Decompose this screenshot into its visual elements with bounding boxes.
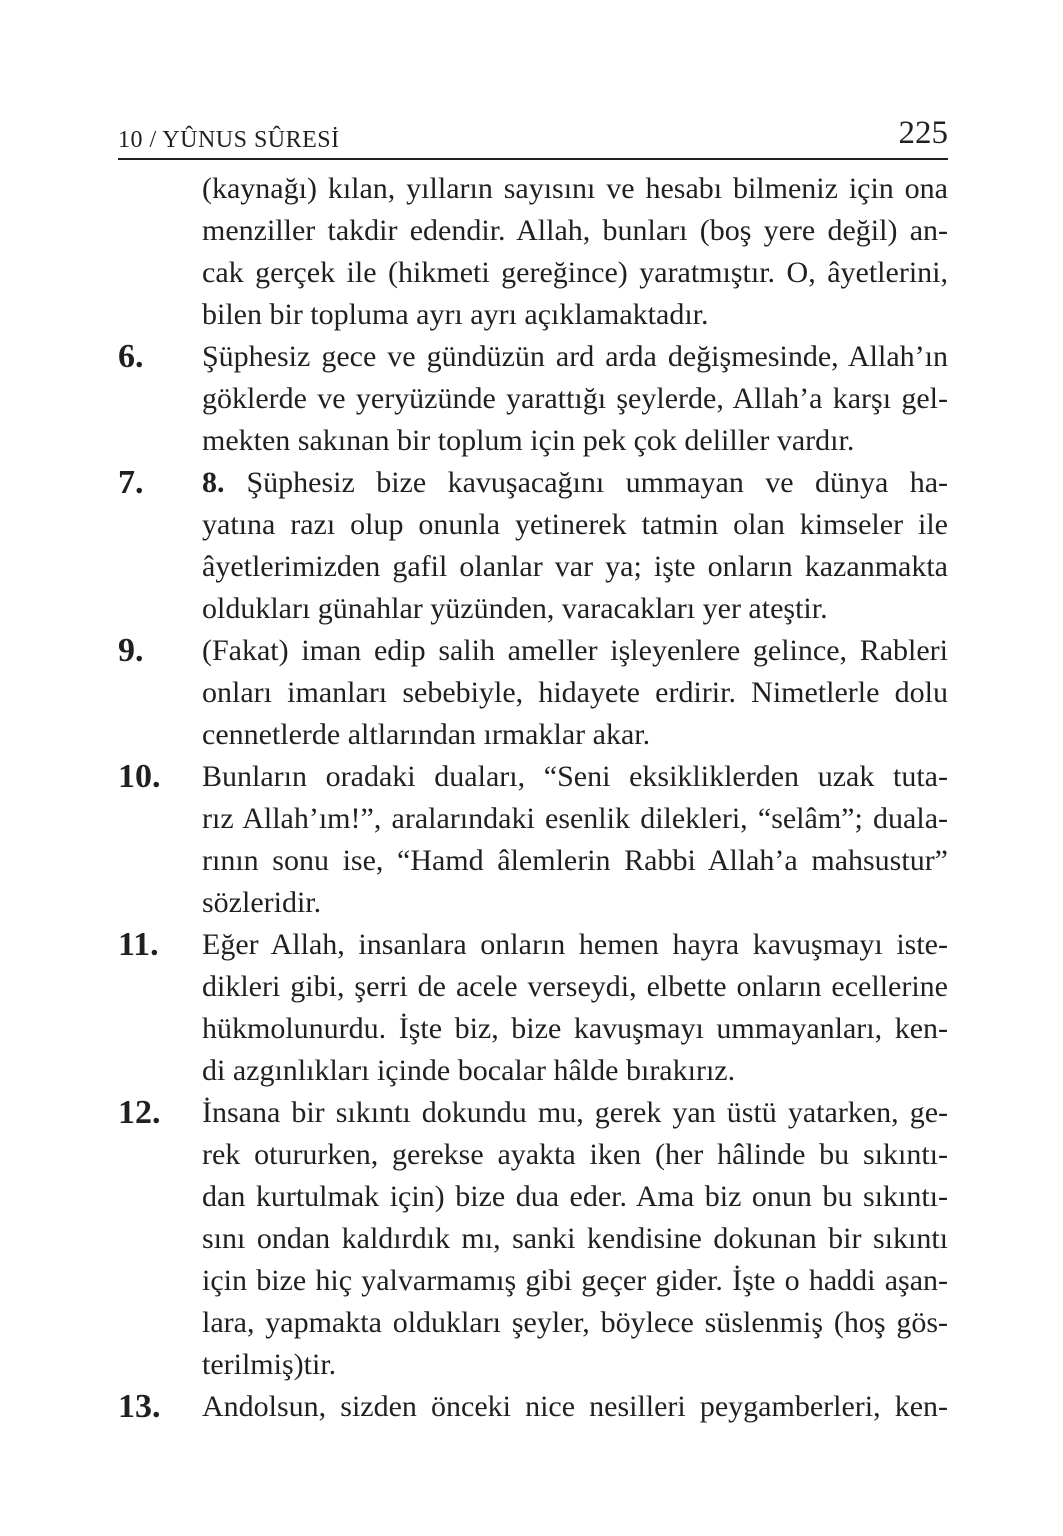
text-line: (kaynağı) kılan, yılların sayısını ve hesabı bilmeniz için ona [202,172,948,205]
text-line: Bunların oradaki duaları, “Seni eksikliklerden uzak tuta- [202,760,948,793]
running-head: 10 / YÛNUS SÛRESİ [118,127,340,153]
text-line: dan kurtulmak için) bize dua eder. Ama biz onun bu sıkıntı- [202,1180,948,1213]
text-line: yatına razı olup onunla yetinerek tatmin olan kimseler ile [202,508,948,541]
verse-text [202,1386,948,1428]
text-line: İnsana bir sıkıntı dokundu mu, gerek yan üstü yatarken, ge- [202,1096,948,1129]
text-line: rız Allah’ım!”, aralarındaki esenlik dilekleri, “selâm”; duala- [202,802,948,835]
verse-6 [118,336,948,462]
verse-number: 10. [118,758,161,795]
text-line: terilmiş)tir. [202,1348,337,1381]
verse-text [202,1092,948,1386]
text-line: lara, yapmakta oldukları şeyler, böylece süslenmiş (hoş gös- [202,1306,948,1339]
verse-number: 11. [118,926,159,963]
text-line: rek otururken, gerekse ayakta iken (her hâlinde bu sıkıntı- [202,1138,948,1171]
verse-continuation [118,168,948,336]
text-line: sını ondan kaldırdık mı, sanki kendisine dokunan bir sıkıntı [202,1222,948,1255]
verse-13 [118,1386,948,1428]
text-line: rının sonu ise, “Hamd âlemlerin Rabbi Allah’a mahsustur” [202,844,948,877]
verse-text [202,462,948,630]
verse-number: 7. [118,464,144,501]
text-line: sözleridir. [202,886,322,919]
inline-verse-number: 8. [202,466,225,499]
text-segment: Şüphesiz bize kavuşacağını ummayan ve dünya ha- [246,466,948,499]
text-line: Eğer Allah, insanlara onların hemen hayra kavuşmayı iste- [202,928,948,961]
verse-number: 9. [118,632,144,669]
text-line: âyetlerimizden gafil olanlar var ya; işte onların kazanmakta [202,550,948,583]
verse-number: 13. [118,1388,161,1425]
text-line: menziller takdir edendir. Allah, bunları (boş yere değil) an- [202,214,948,247]
text-line: cennetlerde altlarından ırmaklar akar. [202,718,651,751]
verse-number: 12. [118,1094,161,1131]
page-body [118,168,948,1428]
text-line: için bize hiç yalvarmamış gibi geçer gider. İşte o haddi aşan- [202,1264,948,1297]
text-line: (Fakat) iman edip salih ameller işleyenlere gelince, Rableri [202,634,948,667]
text-line: hükmolunurdu. İşte biz, bize kavuşmayı ummayanları, ken- [202,1012,948,1045]
verse-7 [118,462,948,630]
verse-text [202,168,948,336]
text-line [202,462,948,504]
text-line: bilen bir topluma ayrı ayrı açıklamaktadır. [202,298,709,331]
verse-12 [118,1092,948,1386]
page-header [118,110,948,160]
text-line: göklerde ve yeryüzünde yarattığı şeylerde, Allah’a karşı gel- [202,382,948,415]
verse-text [202,336,948,462]
verse-9 [118,630,948,756]
verse-11 [118,924,948,1092]
verse-text [202,756,948,924]
verse-text [202,630,948,756]
text-line: oldukları günahlar yüzünden, varacakları yer ateştir. [202,592,828,625]
text-line: dikleri gibi, şerri de acele verseydi, elbette onların ecellerine [202,970,948,1003]
text-line: Şüphesiz gece ve gündüzün ard arda değişmesinde, Allah’ın [202,340,948,373]
text-line: cak gerçek ile (hikmeti gereğince) yaratmıştır. O, âyetlerini, [202,256,948,289]
text-line: di azgınlıkları içinde bocalar hâlde bırakırız. [202,1054,736,1087]
page-number: 225 [898,115,948,151]
text-line: onları imanları sebebiyle, hidayete erdirir. Nimetlerle dolu [202,676,948,709]
text-line: mekten sakınan bir toplum için pek çok deliller vardır. [202,424,855,457]
text-line: Andolsun, sizden önceki nice nesilleri peygamberleri, ken- [202,1390,948,1423]
verse-text [202,924,948,1092]
verse-number: 6. [118,338,144,375]
verse-10 [118,756,948,924]
